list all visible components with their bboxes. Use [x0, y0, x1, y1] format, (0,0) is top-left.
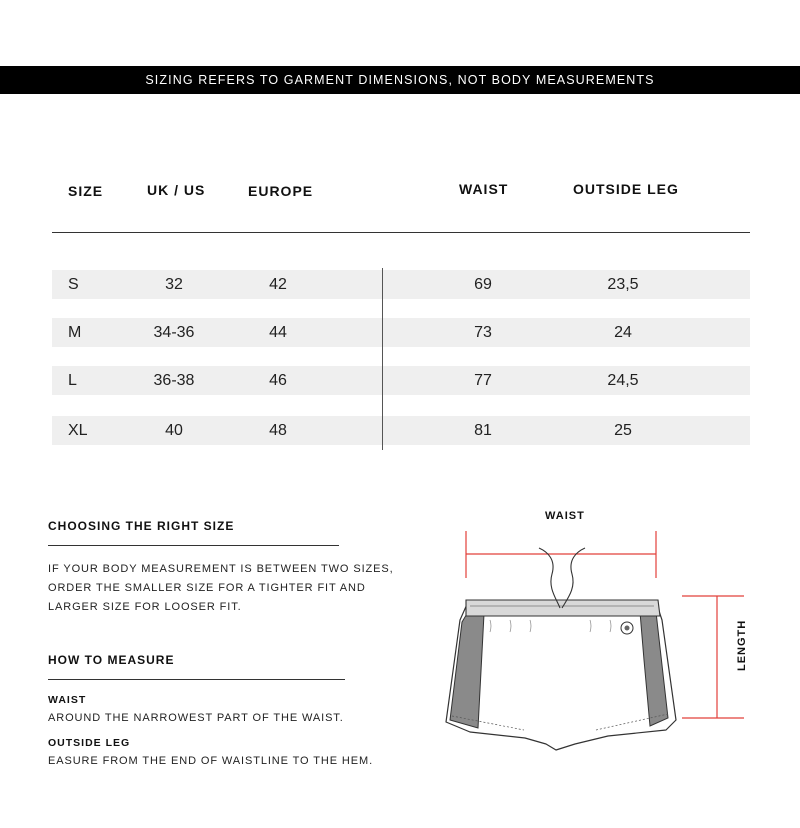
cell-size: XL [68, 422, 88, 439]
cell-size: L [68, 372, 77, 389]
choosing-size-text [48, 560, 394, 617]
waist-measure-line [466, 531, 656, 578]
choosing-size-title: CHOOSING THE RIGHT SIZE [48, 519, 235, 533]
shorts-outline [446, 602, 676, 750]
cell-size: M [68, 324, 82, 341]
outside-leg-subtitle: OUTSIDE LEG [48, 737, 131, 749]
cell-outside-leg: 24 [614, 324, 632, 341]
cell-outside-leg: 25 [614, 422, 632, 439]
how-to-measure-title: HOW TO MEASURE [48, 653, 175, 667]
cell-europe: 46 [269, 372, 287, 389]
outside-leg-instructions: EASURE FROM THE END OF WAISTLINE TO THE HEM. [48, 755, 374, 767]
cell-waist: 73 [474, 324, 492, 341]
length-measure-label: LENGTH [736, 619, 748, 671]
cell-outside-leg: 24,5 [607, 372, 639, 389]
cell-uk-us: 40 [165, 422, 183, 439]
cell-europe: 42 [269, 276, 287, 293]
header-waist: WAIST [459, 181, 509, 197]
waist-instructions: AROUND THE NARROWEST PART OF THE WAIST. [48, 712, 344, 724]
table-row [52, 366, 750, 395]
table-column-divider [382, 268, 383, 450]
cell-uk-us: 32 [165, 276, 183, 293]
cell-waist: 81 [474, 422, 492, 439]
left-side-panel [450, 612, 484, 728]
waist-measure-label: WAIST [545, 510, 585, 522]
right-side-panel [640, 612, 668, 726]
table-row [52, 270, 750, 299]
choosing-size-line: IF YOUR BODY MEASUREMENT IS BETWEEN TWO SIZES, [48, 563, 394, 575]
choosing-size-line: LARGER SIZE FOR LOOSER FIT. [48, 601, 242, 613]
header-size: SIZE [68, 183, 104, 199]
cell-uk-us: 36-38 [153, 372, 195, 389]
sizing-notice-banner: SIZING REFERS TO GARMENT DIMENSIONS, NOT BODY MEASUREMENTS [0, 66, 800, 94]
logo-badge [621, 622, 633, 634]
table-row [52, 318, 750, 347]
cell-waist: 69 [474, 276, 492, 293]
header-outside-leg: OUTSIDE LEG [573, 181, 679, 197]
cell-waist: 77 [474, 372, 492, 389]
header-europe: EUROPE [248, 183, 314, 199]
cell-outside-leg: 23,5 [607, 276, 639, 293]
choosing-size-divider [48, 545, 339, 546]
cell-size: S [68, 276, 79, 293]
length-measure-line [682, 596, 744, 718]
cell-uk-us: 34-36 [153, 324, 195, 341]
table-row [52, 416, 750, 445]
header-uk-us: UK / US [147, 182, 206, 198]
choosing-size-line: ORDER THE SMALLER SIZE FOR A TIGHTER FIT AND [48, 582, 366, 594]
how-to-measure-divider [48, 679, 345, 680]
cell-europe: 48 [269, 422, 287, 439]
waistband [466, 600, 660, 616]
waist-subtitle: WAIST [48, 694, 87, 706]
cell-europe: 44 [269, 324, 287, 341]
table-header-divider [52, 232, 750, 233]
drawstring [539, 548, 585, 608]
